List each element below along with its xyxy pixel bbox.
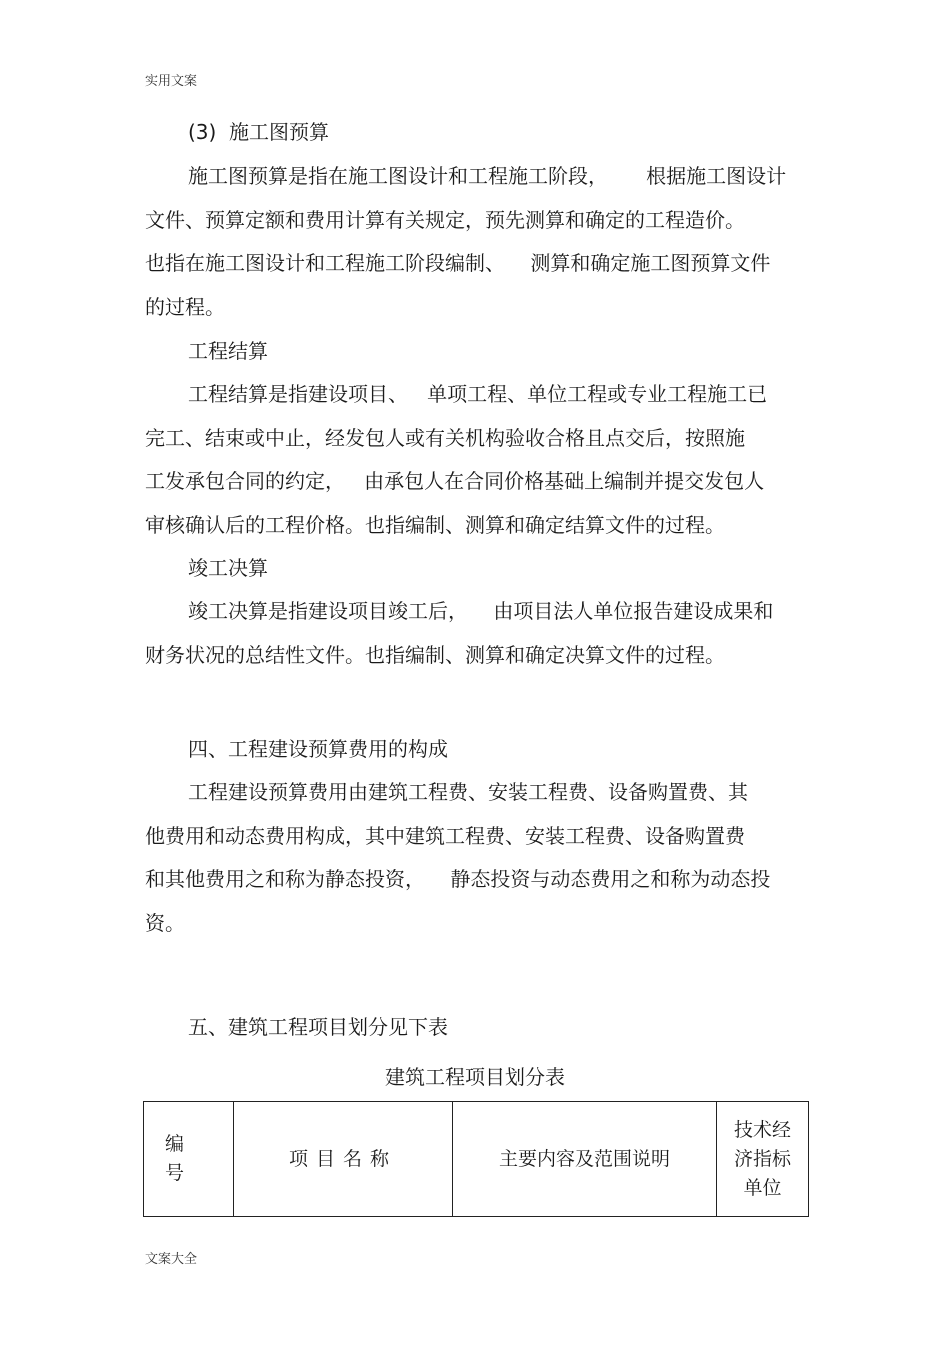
heading-final-accounts: 竣工决算 (188, 556, 268, 580)
page-footer: 文案大全 (145, 1252, 198, 1267)
paragraph-line: 的过程。 (145, 295, 225, 319)
paragraph-line: 工发承包合同的约定， 由承包人在合同价格基础上编制并提交发包人 (145, 469, 765, 493)
paragraph-line: 他费用和动态费用构成，其中建筑工程费、安装工程费、设备购置费 (145, 824, 745, 848)
paragraph-line: 完工、结束或中止，经发包人或有关机构验收合格且点交后，按照施 (145, 426, 745, 450)
paragraph-line: 也指在施工图设计和工程施工阶段编制、 测算和确定施工图预算文件 (145, 251, 771, 275)
paragraph-line: 审核确认后的工程价格。也指编制、测算和确定结算文件的过程。 (145, 513, 725, 537)
project-division-table (143, 1101, 809, 1217)
header-cell-indicator-unit (717, 1102, 809, 1217)
paragraph-line: 和其他费用之和称为静态投资， 静态投资与动态费用之和称为动态投 (145, 867, 771, 891)
paragraph-line: 财务状况的总结性文件。也指编制、测算和确定决算文件的过程。 (145, 643, 725, 667)
table-header-row (144, 1102, 809, 1217)
header-cell-number: 编号 (144, 1102, 234, 1217)
heading-project-settlement: 工程结算 (188, 339, 268, 363)
paragraph-line: 竣工决算是指建设项目竣工后， 由项目法人单位报告建设成果和 (188, 599, 774, 623)
section-heading-4: 四、工程建设预算费用的构成 (188, 737, 448, 761)
header-cell-scope: 主要内容及范围说明 (453, 1102, 717, 1217)
paragraph-line: 工程结算是指建设项目、 单项工程、单位工程或专业工程施工已 (188, 382, 768, 406)
heading-construction-drawing-budget: (3) 施工图预算 (188, 120, 330, 144)
paragraph-line: 文件、预算定额和费用计算有关规定，预先测算和确定的工程造价。 (145, 208, 745, 232)
paragraph-line: 资。 (145, 911, 185, 935)
table-caption: 建筑工程项目划分表 (385, 1065, 565, 1089)
section-heading-5: 五、建筑工程项目划分见下表 (188, 1015, 448, 1039)
header-cell-project-name: 项目名称 (234, 1102, 453, 1217)
indicator-unit-text: 技术经济指标单位 (733, 1118, 791, 1199)
paragraph-line: 工程建设预算费用由建筑工程费、安装工程费、设备购置费、其 (188, 780, 748, 804)
page-header: 实用文案 (145, 74, 198, 89)
paragraph-line: 施工图预算是指在施工图设计和工程施工阶段， 根据施工图设计 (188, 164, 787, 188)
